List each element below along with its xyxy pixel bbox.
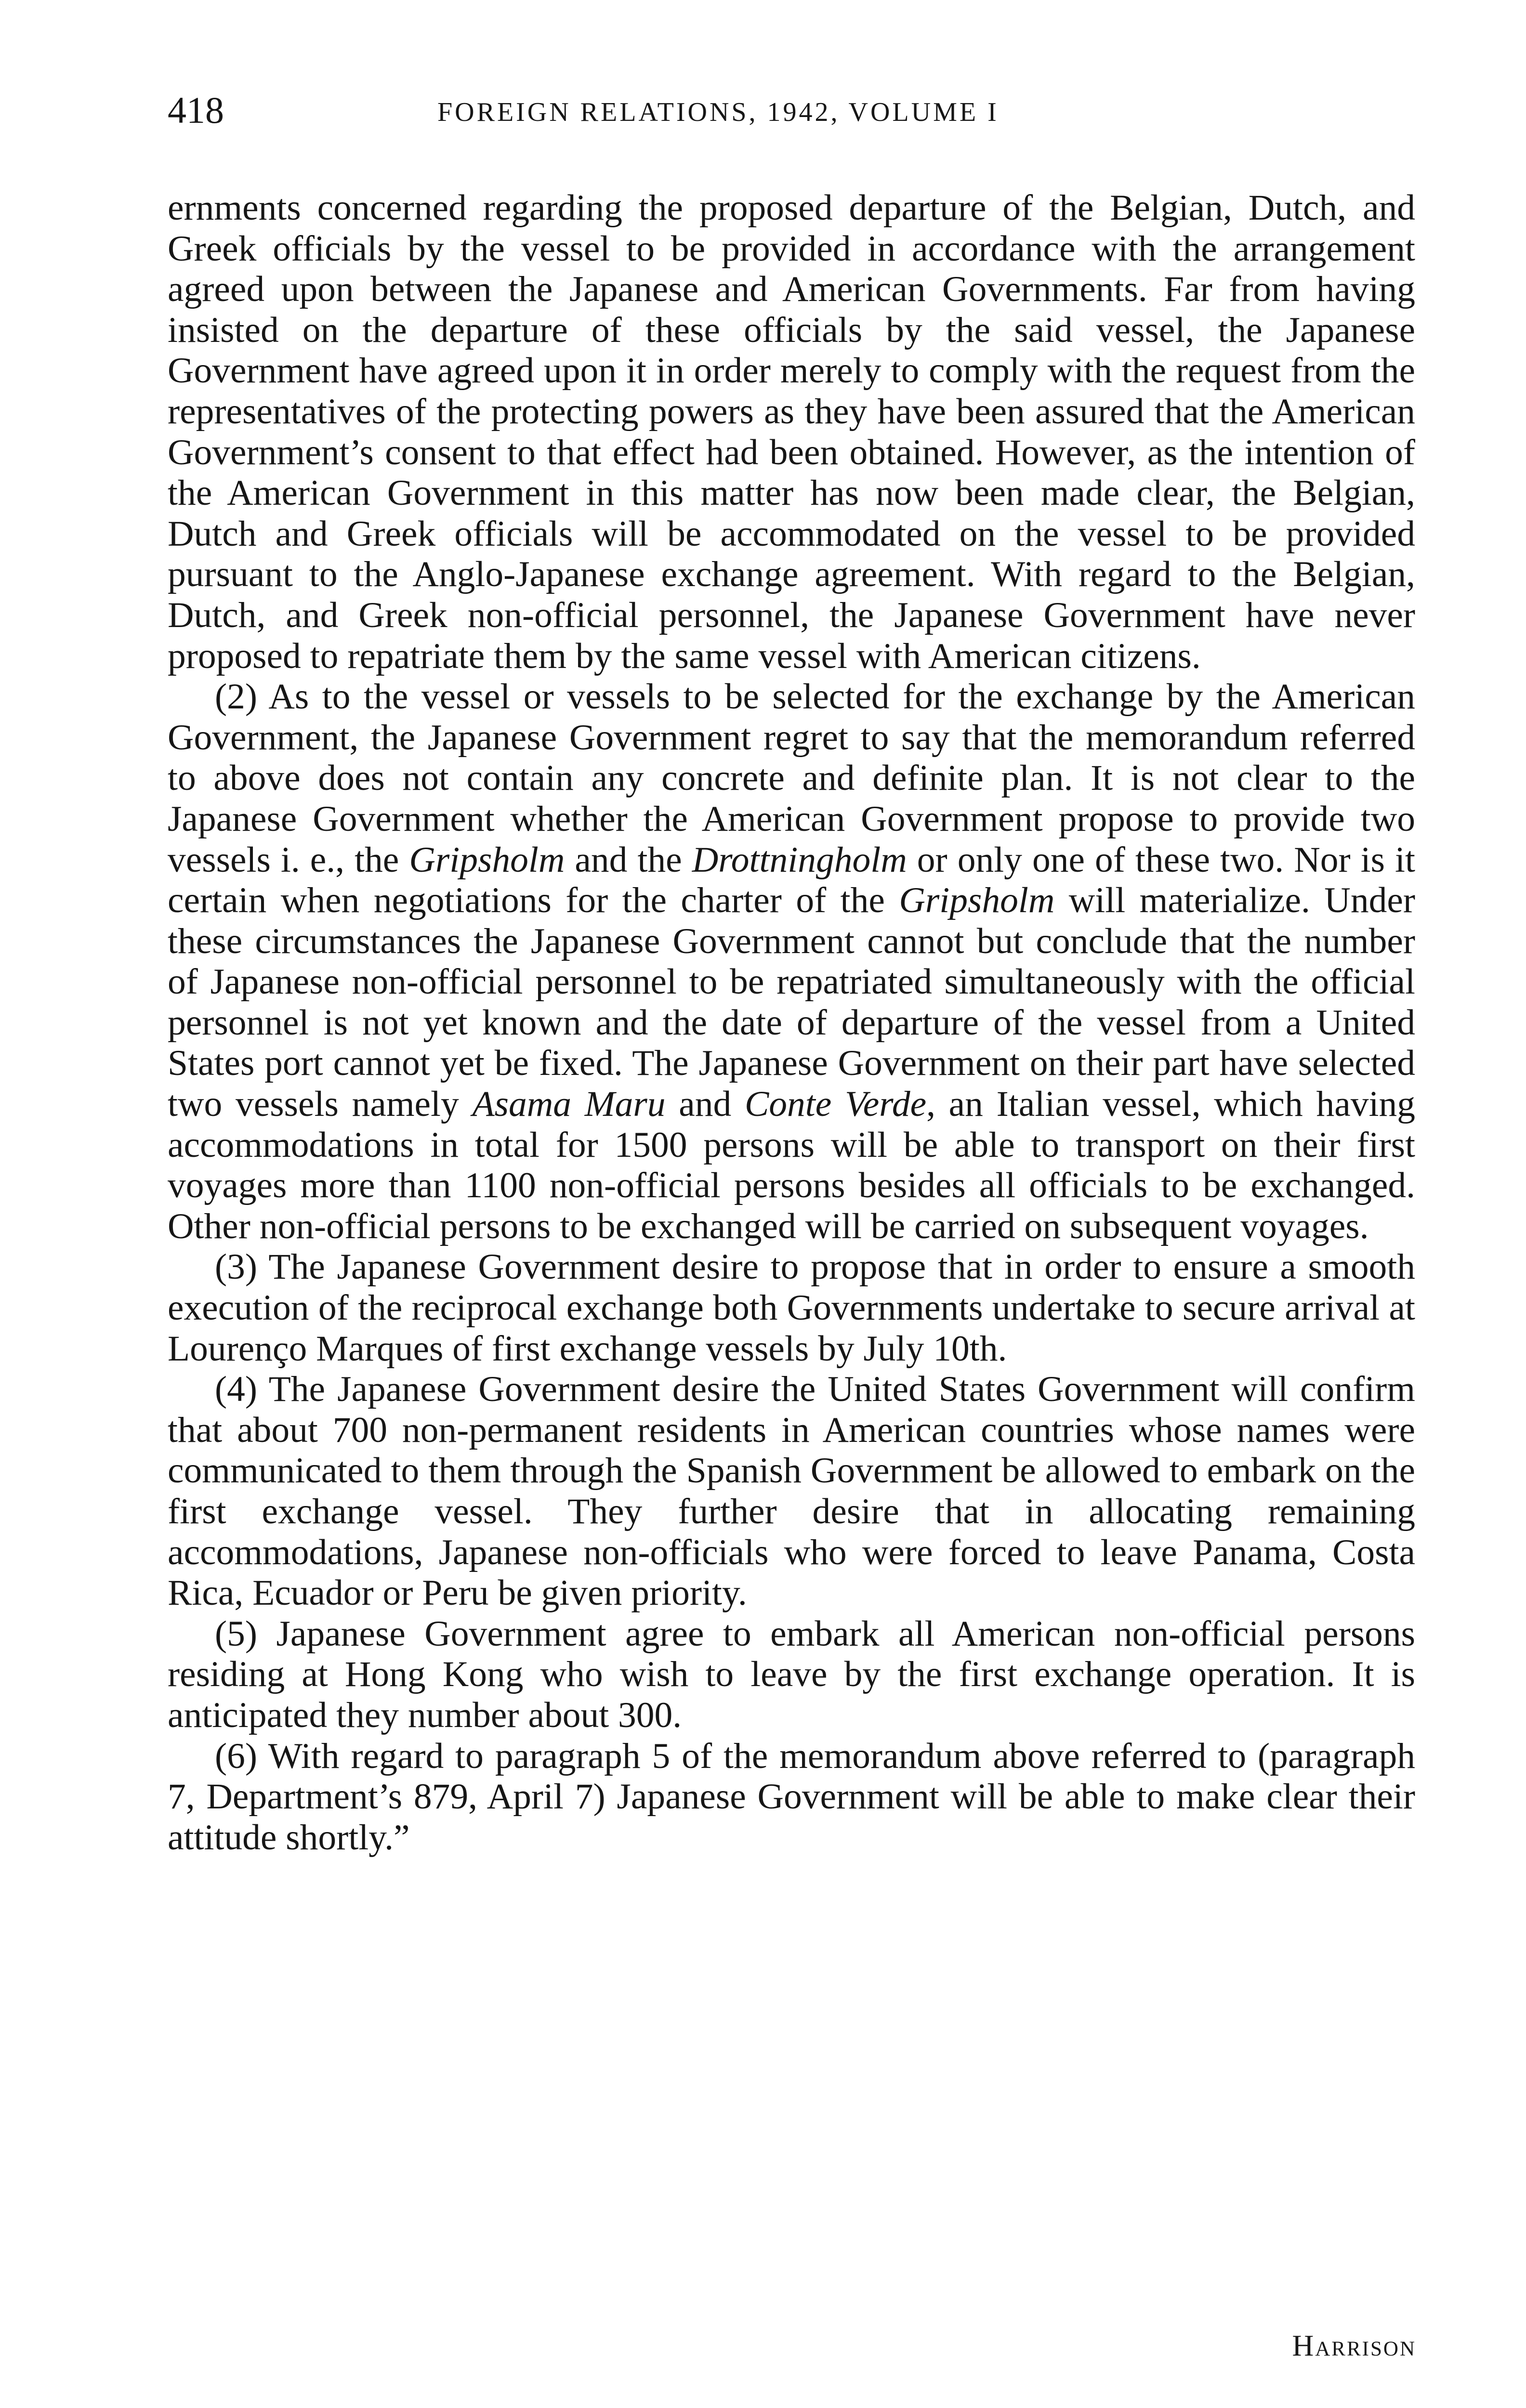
paragraph-text-segment: As to the vessel or vessels to be selected for the exchange by the American Government, the Japanese Government regret to say that the memorandum referred to above does not contain any concrete and definite plan. It is not clear to the Japanese Government whether the American Government propose to provide two vessels i. e., the bbox=[168, 677, 1415, 880]
ship-name: Gripsholm bbox=[409, 839, 565, 880]
paragraph-label: (4) bbox=[215, 1369, 258, 1410]
document-page bbox=[168, 72, 1420, 1858]
ship-name: Asama Maru bbox=[472, 1084, 666, 1125]
paragraph-text: ernments concerned regarding the proposed departure of the Belgian, Dutch, and Greek officials by the vessel to be provided in accordance with the arrangement agreed upon between the Japanese and American Governments. Far from having insisted on the departure of these officials by the said vessel, the Japanese Government have agreed upon it in order merely to comply with the request from the representatives of the protecting powers as they have been assured that the American Government’s consent to that effect had been obtained. However, as the intention of the American Government in this matter has now been made clear, the Belgian, Dutch and Greek officials will be accommodated on the vessel to be provided pursuant to the Anglo-Japanese exchange agreement. With regard to the Belgian, Dutch, and Greek non-official personnel, the Japanese Government have never proposed to repatriate them by the same vessel with American citizens. bbox=[168, 188, 1415, 676]
paragraph-text: The Japanese Government desire the United States Government will confirm that about 700 non-permanent residents in American countries whose names were communicated to them through the Spanish Government be allowed to embark on the first exchange vessel. They further desire that in allocating remaining accommodations, Japanese non-officials who were forced to leave Panama, Costa Rica, Ecuador or Peru be given priority. bbox=[168, 1369, 1415, 1613]
signature: Harrison bbox=[1292, 2329, 1416, 2362]
paragraph-text-segment: or only one of these two. Nor is it certain when negotiations for the charter of the bbox=[168, 839, 1415, 921]
paragraph-6 bbox=[168, 1736, 1415, 1858]
paragraph-text-segment: and the bbox=[565, 839, 692, 880]
ship-name: Gripsholm bbox=[899, 880, 1055, 921]
paragraph-text-segment: will materialize. Under these circumstances the Japanese Government cannot but conclude that the number of Japanese non-official personnel to be repatriated simultaneously with the official personnel is not yet known and the date of departure of the vessel from a United States port cannot yet be fixed. The Japanese Government on their part have selected two vessels namely bbox=[168, 880, 1415, 1125]
ship-name: Conte Verde bbox=[744, 1084, 927, 1125]
paragraph-5 bbox=[168, 1614, 1415, 1736]
paragraph-label: (2) bbox=[215, 677, 258, 717]
paragraph-text: Japanese Government agree to embark all American non-official persons residing at Hong Kong who wish to leave by the first exchange operation. It is anticipated they number about 300. bbox=[168, 1613, 1415, 1735]
page-number: 418 bbox=[168, 89, 224, 131]
paragraph-continuation bbox=[168, 188, 1415, 677]
paragraph-3 bbox=[168, 1247, 1415, 1369]
paragraph-text: With regard to paragraph 5 of the memorandum above referred to (paragraph 7, Department’s 879, April 7) Japanese Government will be able to make clear their attitude shortly.” bbox=[168, 1736, 1415, 1858]
paragraph-label: (3) bbox=[215, 1247, 258, 1287]
body-text bbox=[168, 188, 1415, 1858]
paragraph-label: (6) bbox=[215, 1736, 258, 1776]
running-head: FOREIGN RELATIONS, 1942, VOLUME I bbox=[437, 97, 999, 127]
paragraph-text-segment: , an Italian vessel, which having accommodations in total for 1500 persons will be able to transport on their first voyages more than 1100 non-official persons besides all officials to be exchanged. Other non-official persons to be exchanged will be carried on subsequent voyages. bbox=[168, 1084, 1415, 1246]
page-header bbox=[168, 72, 1420, 131]
paragraph-label: (5) bbox=[215, 1613, 258, 1654]
paragraph-text-segment: and bbox=[665, 1084, 745, 1125]
paragraph-2 bbox=[168, 677, 1415, 1247]
paragraph-text: The Japanese Government desire to propose that in order to ensure a smooth execution of the reciprocal exchange both Governments undertake to secure arrival at Lourenço Marques of first exchange vessels by July 10th. bbox=[168, 1247, 1415, 1369]
ship-name: Drottningholm bbox=[692, 839, 907, 880]
paragraph-4 bbox=[168, 1369, 1415, 1614]
